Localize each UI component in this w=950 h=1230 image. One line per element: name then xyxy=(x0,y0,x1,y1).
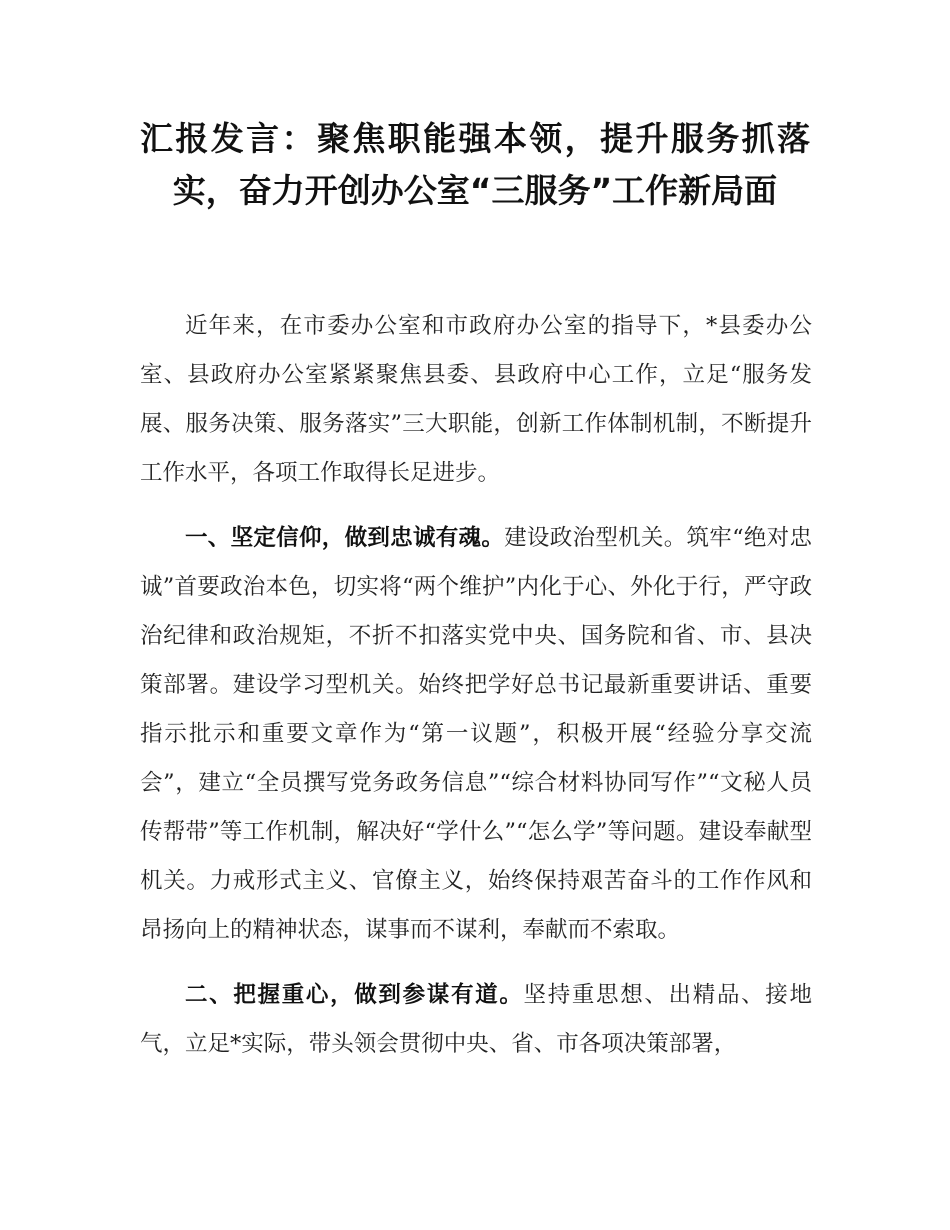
document-title xyxy=(140,113,810,217)
paragraph-intro xyxy=(140,302,812,498)
paragraph-text: 建设政治型机关。筑牢“绝对忠诚”首要政治本色，切实将“两个维护”内化于心、外化于行，严守政治纪律和政治规矩，不折不扣落实党中央、国务院和省、市、县决策部署。建设学习型机关。始终把学好总书记最新重要讲话、重要指示批示和重要文章作为“第一议题”，积极开展“经验分享交流会”，建立“全员撰写党务政务信息”“综合材料协同写作”“文秘人员传帮带”等工作机制，解决好“学什么”“怎么学”等问题。建设奉献型机关。力戒形式主义、官僚主义，始终保持艰苦奋斗的工作作风和昂扬向上的精神状态，谋事而不谋利，奉献而不索取。 xyxy=(140,525,812,943)
section-heading: 一、坚定信仰，做到忠诚有魂。 xyxy=(185,525,505,551)
paragraph-text: 近年来，在市委办公室和市政府办公室的指导下，*县委办公室、县政府办公室紧紧聚焦县委、县政府中心工作，立足“服务发展、服务决策、服务落实”三大职能，创新工作体制机制，不断提升工作水平，各项工作取得长足进步。 xyxy=(140,313,812,486)
section-heading: 二、把握重心，做到参谋有道。 xyxy=(185,982,524,1008)
title-line-2: 实，奋力开创办公室“三服务”工作新局面 xyxy=(172,171,778,210)
title-line-1: 汇报发言：聚焦职能强本领，提升服务抓落 xyxy=(140,119,810,158)
paragraph-text: 坚持重思想、出精品、接地气，立足*实际，带头领会贯彻中央、省、市各项决策部署， xyxy=(140,982,812,1057)
document-body xyxy=(140,302,812,1069)
paragraph-section-2 xyxy=(140,971,812,1069)
paragraph-section-1 xyxy=(140,514,812,955)
